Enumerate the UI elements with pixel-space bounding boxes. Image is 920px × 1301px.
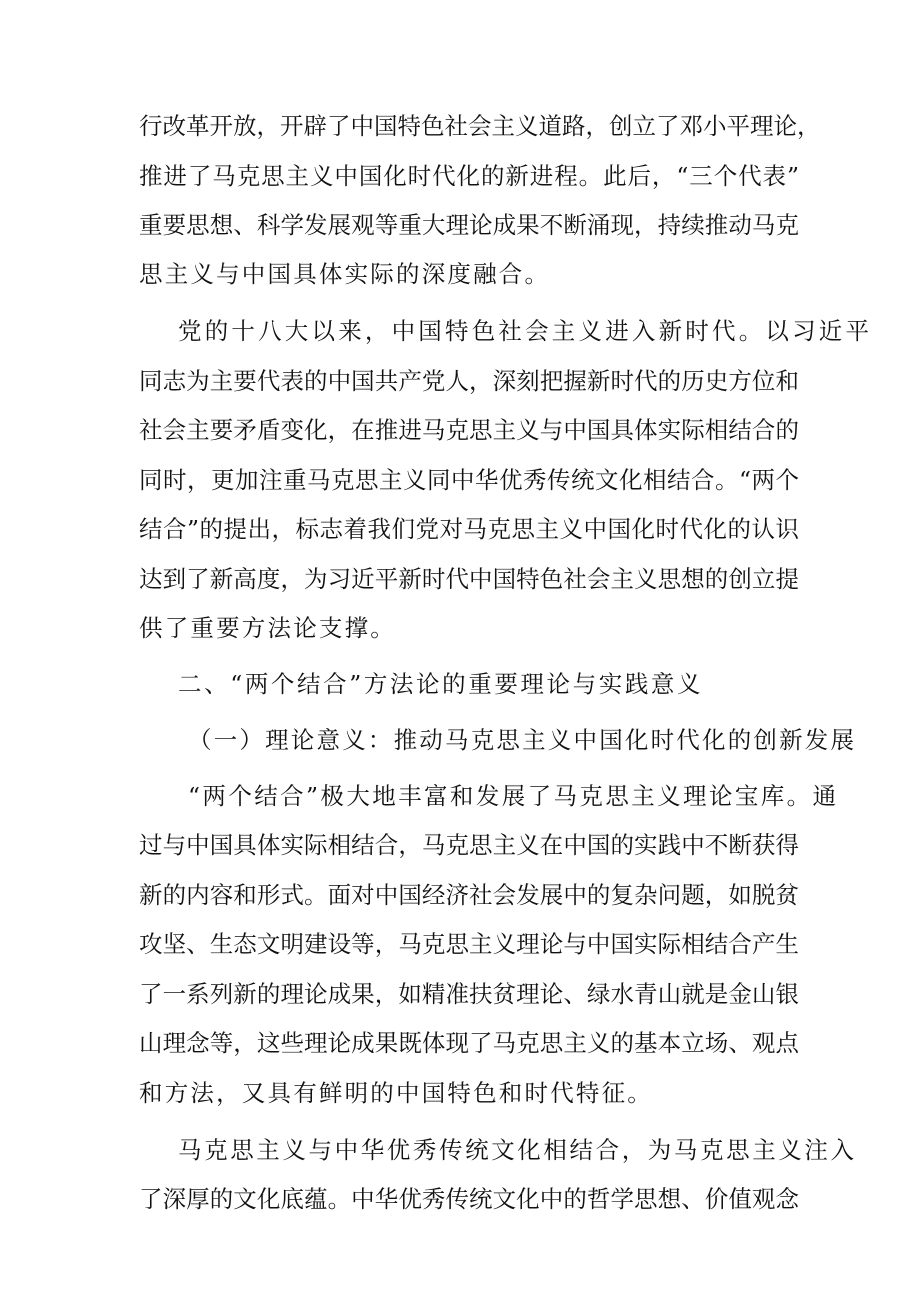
paragraph-line: 和方法，又具有鲜明的中国特色和时代特征。 [139, 1079, 653, 1107]
paragraph-line: 了一系列新的理论成果，如精准扶贫理论、绿水青山就是金山银 [139, 980, 799, 1008]
paragraph-line: 了深厚的文化底蕴。中华优秀传统文化中的哲学思想、价值观念 [139, 1185, 799, 1213]
paragraph-line: 达到了新高度，为习近平新时代中国特色社会主义思想的创立提 [139, 565, 799, 593]
paragraph-line: 推进了马克思主义中国化时代化的新进程。此后，“三个代表” [139, 162, 799, 190]
paragraph-line: 同时，更加注重马克思主义同中华优秀传统文化相结合。“两个 [139, 466, 799, 494]
paragraph-line: 结合”的提出，标志着我们党对马克思主义中国化时代化的认识 [139, 515, 799, 543]
paragraph-line: “两个结合”极大地丰富和发展了马克思主义理论宝库。通 [188, 782, 839, 810]
paragraph-line: 新的内容和形式。面对中国经济社会发展中的复杂问题，如脱贫 [139, 881, 799, 909]
paragraph-line: 供了重要方法论支撑。 [139, 614, 396, 642]
paragraph-line: 社会主要矛盾变化，在推进马克思主义与中国具体实际相结合的 [139, 416, 799, 444]
paragraph-line: 攻坚、生态文明建设等，马克思主义理论与中国实际相结合产生 [139, 930, 799, 958]
paragraph-line: 马克思主义与中华优秀传统文化相结合，为马克思主义注入 [178, 1136, 857, 1164]
paragraph-line: 党的十八大以来，中国特色社会主义进入新时代。以习近平 [178, 317, 873, 345]
paragraph-line: 同志为主要代表的中国共产党人，深刻把握新时代的历史方位和 [139, 367, 799, 395]
paragraph-line: 过与中国具体实际相结合，马克思主义在中国的实践中不断获得 [139, 831, 799, 859]
paragraph-line: 思主义与中国具体实际的深度融合。 [139, 260, 551, 288]
subsection-heading: （一）理论意义：推动马克思主义中国化时代化的创新发展 [188, 726, 857, 754]
section-heading: 二、“两个结合”方法论的重要理论与实践意义 [178, 670, 704, 698]
paragraph-line: 山理念等，这些理论成果既体现了马克思主义的基本立场、观点 [139, 1029, 799, 1057]
paragraph-line: 行改革开放，开辟了中国特色社会主义道路，创立了邓小平理论， [139, 112, 821, 140]
paragraph-line: 重要思想、科学发展观等重大理论成果不断涌现，持续推动马克 [139, 211, 799, 239]
